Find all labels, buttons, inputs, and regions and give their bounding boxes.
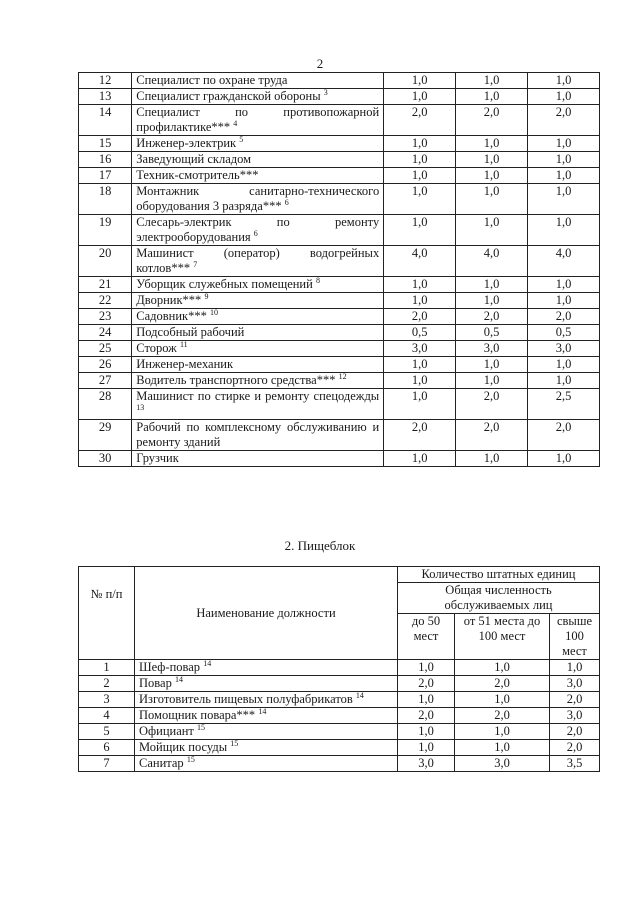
value-col-3: 1,0 [528,293,600,309]
table-row [79,73,600,89]
value-col-2: 1,0 [456,136,528,152]
footnote-mark: 14 [174,674,183,684]
value-col-2: 4,0 [456,246,528,277]
col-subgroup-header: Общая численность обслуживаемых лиц [398,583,600,614]
row-number: 23 [79,309,132,325]
value-col-2: 1,0 [456,277,528,293]
col-group-header: Количество штатных единиц [398,567,600,583]
position-name-text: Специалист гражданской обороны [136,89,321,103]
row-number: 13 [79,89,132,105]
position-name [132,215,384,246]
value-col-2: 2,0 [456,389,528,420]
position-name-text: Инженер-механик [136,357,234,371]
value-col-3: 3,0 [550,708,600,724]
table-row [79,724,600,740]
position-name-text: Мойщик посуды [139,740,228,754]
value-col-2: 1,0 [456,293,528,309]
value-col-2: 3,0 [456,341,528,357]
row-number: 22 [79,293,132,309]
value-col-1: 1,0 [398,724,455,740]
value-col-1: 1,0 [384,357,456,373]
position-name [132,293,384,309]
table-row [79,389,600,420]
position-name [132,89,384,105]
position-name-text: Уборщик служебных помещений [136,277,313,291]
value-col-2: 0,5 [456,325,528,341]
position-name-text: Монтажник санитарно-технического оборудования 3 разряда*** [136,184,380,213]
table-row [79,89,600,105]
footnote-mark: 15 [197,722,206,732]
position-name-text: Рабочий по комплексному обслуживанию и ремонту зданий [136,420,380,449]
footnote-mark: 6 [284,197,289,207]
footnote-mark: 9 [204,291,209,301]
position-name [132,168,384,184]
row-number: 20 [79,246,132,277]
row-number: 17 [79,168,132,184]
value-col-3: 3,0 [528,341,600,357]
value-col-1: 2,0 [384,420,456,451]
value-col-2: 1,0 [456,89,528,105]
value-col-3: 1,0 [528,89,600,105]
table-row [79,152,600,168]
value-col-1: 1,0 [398,692,455,708]
position-name-text: Специалист по противопожарной профилактике*** [136,105,380,134]
position-name [135,676,398,692]
table-row [79,692,600,708]
position-name-text: Машинист по стирке и ремонту спецодежды [136,389,380,403]
value-col-2: 1,0 [456,215,528,246]
value-col-1: 2,0 [398,676,455,692]
footnote-mark: 6 [253,228,258,238]
position-name [132,451,384,467]
value-col-2: 1,0 [455,724,550,740]
page-number: 2 [316,56,324,71]
footnote-mark: 14 [258,706,267,716]
value-col-3: 1,0 [528,215,600,246]
value-col-3: 2,0 [550,740,600,756]
table-row [79,357,600,373]
position-name-text: Машинист (оператор) водогрейных котлов*** [136,246,380,275]
value-col-2: 1,0 [456,73,528,89]
footnote-mark: 15 [186,754,195,764]
value-col-2: 1,0 [456,373,528,389]
row-number: 5 [79,724,135,740]
value-col-2: 1,0 [456,451,528,467]
value-col-3: 3,0 [550,676,600,692]
value-col-1: 1,0 [384,373,456,389]
col-name-header: Наименование должности [135,567,398,660]
value-col-2: 1,0 [456,152,528,168]
value-col-2: 2,0 [456,420,528,451]
position-name-text: Специалист по охране труда [136,73,288,87]
table-row [79,660,600,676]
kitchen-table-body [79,660,600,772]
row-number: 21 [79,277,132,293]
value-col-1: 1,0 [384,152,456,168]
value-col-2: 1,0 [456,357,528,373]
value-col-1: 1,0 [384,215,456,246]
footnote-mark: 13 [136,402,145,412]
value-col-1: 1,0 [384,184,456,215]
footnote-mark: 4 [233,118,238,128]
value-col-3: 3,5 [550,756,600,772]
value-col-1: 1,0 [384,89,456,105]
value-col-3: 1,0 [528,451,600,467]
footnote-mark: 14 [203,658,212,668]
table-row [79,246,600,277]
position-name [135,692,398,708]
row-number: 19 [79,215,132,246]
table-row [79,756,600,772]
position-name [135,756,398,772]
kitchen-table-header [79,567,600,660]
footnote-mark: 10 [210,307,218,317]
footnote-mark: 3 [323,87,328,97]
value-col-3: 1,0 [528,184,600,215]
row-number: 28 [79,389,132,420]
position-name-text: Подсобный рабочий [136,325,245,339]
row-number: 24 [79,325,132,341]
row-number: 3 [79,692,135,708]
position-name [132,136,384,152]
position-name [132,73,384,89]
position-name [132,373,384,389]
row-number: 2 [79,676,135,692]
value-col-1: 1,0 [384,293,456,309]
value-col-3: 1,0 [528,136,600,152]
value-col-2: 1,0 [456,168,528,184]
row-number: 27 [79,373,132,389]
value-col-2: 2,0 [456,309,528,325]
footnote-mark: 8 [315,275,320,285]
position-name-text: Грузчик [136,451,179,465]
position-name [135,740,398,756]
row-number: 7 [79,756,135,772]
col-over-100: свыше 100 мест [550,614,600,660]
staff-table-continued [78,72,600,467]
value-col-3: 0,5 [528,325,600,341]
row-number: 1 [79,660,135,676]
row-number: 16 [79,152,132,168]
row-number: 29 [79,420,132,451]
value-col-3: 1,0 [528,277,600,293]
position-name [135,708,398,724]
row-number: 6 [79,740,135,756]
table-row [79,168,600,184]
value-col-1: 1,0 [384,451,456,467]
position-name-text: Заведующий складом [136,152,252,166]
table-row [79,184,600,215]
value-col-1: 3,0 [384,341,456,357]
position-name-text: Инженер-электрик [136,136,237,150]
value-col-1: 4,0 [384,246,456,277]
value-col-1: 1,0 [398,740,455,756]
row-number: 12 [79,73,132,89]
value-col-2: 3,0 [455,756,550,772]
footnote-mark: 15 [230,738,239,748]
row-number: 15 [79,136,132,152]
table-row [79,420,600,451]
value-col-2: 1,0 [455,740,550,756]
value-col-1: 2,0 [384,309,456,325]
footnote-mark: 12 [338,371,347,381]
value-col-2: 2,0 [455,708,550,724]
position-name [132,152,384,168]
value-col-3: 2,0 [528,420,600,451]
row-number: 18 [79,184,132,215]
value-col-3: 1,0 [528,373,600,389]
value-col-1: 1,0 [384,168,456,184]
row-number: 30 [79,451,132,467]
col-51-100: от 51 места до 100 мест [455,614,550,660]
position-name-text: Официант [139,724,194,738]
position-name-text: Повар [139,676,172,690]
value-col-2: 2,0 [455,676,550,692]
value-col-1: 3,0 [398,756,455,772]
table-row [79,676,600,692]
section-title: 2. Пищеблок [284,538,356,553]
position-name-text: Изготовитель пищевых полуфабрикатов [139,692,353,706]
table-row [79,708,600,724]
value-col-1: 2,0 [398,708,455,724]
position-name [132,246,384,277]
footnote-mark: 5 [239,134,244,144]
position-name [132,277,384,293]
table-row [79,215,600,246]
position-name-text: Слесарь-электрик по ремонту электрооборудования [136,215,380,244]
value-col-1: 0,5 [384,325,456,341]
table-row [79,451,600,467]
value-col-3: 2,0 [550,724,600,740]
position-name [132,325,384,341]
position-name [132,357,384,373]
value-col-3: 1,0 [528,73,600,89]
table-row [79,373,600,389]
position-name-text: Водитель транспортного средства*** [136,373,336,387]
position-name [132,389,384,420]
value-col-3: 1,0 [528,168,600,184]
position-name-text: Помощник повара*** [139,708,256,722]
value-col-2: 1,0 [455,660,550,676]
row-number: 26 [79,357,132,373]
position-name [135,724,398,740]
value-col-3: 1,0 [528,357,600,373]
row-number: 14 [79,105,132,136]
table-row [79,341,600,357]
value-col-1: 1,0 [384,73,456,89]
value-col-3: 2,5 [528,389,600,420]
table-row [79,293,600,309]
value-col-3: 4,0 [528,246,600,277]
value-col-1: 1,0 [384,277,456,293]
value-col-2: 2,0 [456,105,528,136]
position-name-text: Дворник*** [136,293,202,307]
col-num-header: № п/п [79,567,135,660]
value-col-2: 1,0 [455,692,550,708]
value-col-2: 1,0 [456,184,528,215]
row-number: 25 [79,341,132,357]
value-col-3: 2,0 [528,105,600,136]
table-row [79,325,600,341]
position-name [135,660,398,676]
value-col-3: 2,0 [528,309,600,325]
value-col-1: 1,0 [384,389,456,420]
row-number: 4 [79,708,135,724]
staff-table-body [79,73,600,467]
table-row [79,277,600,293]
table-row [79,740,600,756]
footnote-mark: 11 [179,339,188,349]
position-name [132,341,384,357]
position-name-text: Санитар [139,756,184,770]
footnote-mark: 14 [355,690,364,700]
position-name [132,309,384,325]
position-name-text: Сторож [136,341,177,355]
position-name-text: Техник-смотритель*** [136,168,259,182]
value-col-1: 1,0 [384,136,456,152]
position-name [132,420,384,451]
position-name [132,105,384,136]
position-name-text: Шеф-повар [139,660,201,674]
value-col-1: 1,0 [398,660,455,676]
col-up-to-50: до 50 мест [398,614,455,660]
value-col-3: 2,0 [550,692,600,708]
value-col-3: 1,0 [528,152,600,168]
kitchen-staff-table [78,566,600,772]
position-name-text: Садовник*** [136,309,207,323]
value-col-3: 1,0 [550,660,600,676]
table-row [79,309,600,325]
position-name [132,184,384,215]
table-row [79,105,600,136]
table-row [79,136,600,152]
value-col-1: 2,0 [384,105,456,136]
footnote-mark: 7 [193,259,198,269]
